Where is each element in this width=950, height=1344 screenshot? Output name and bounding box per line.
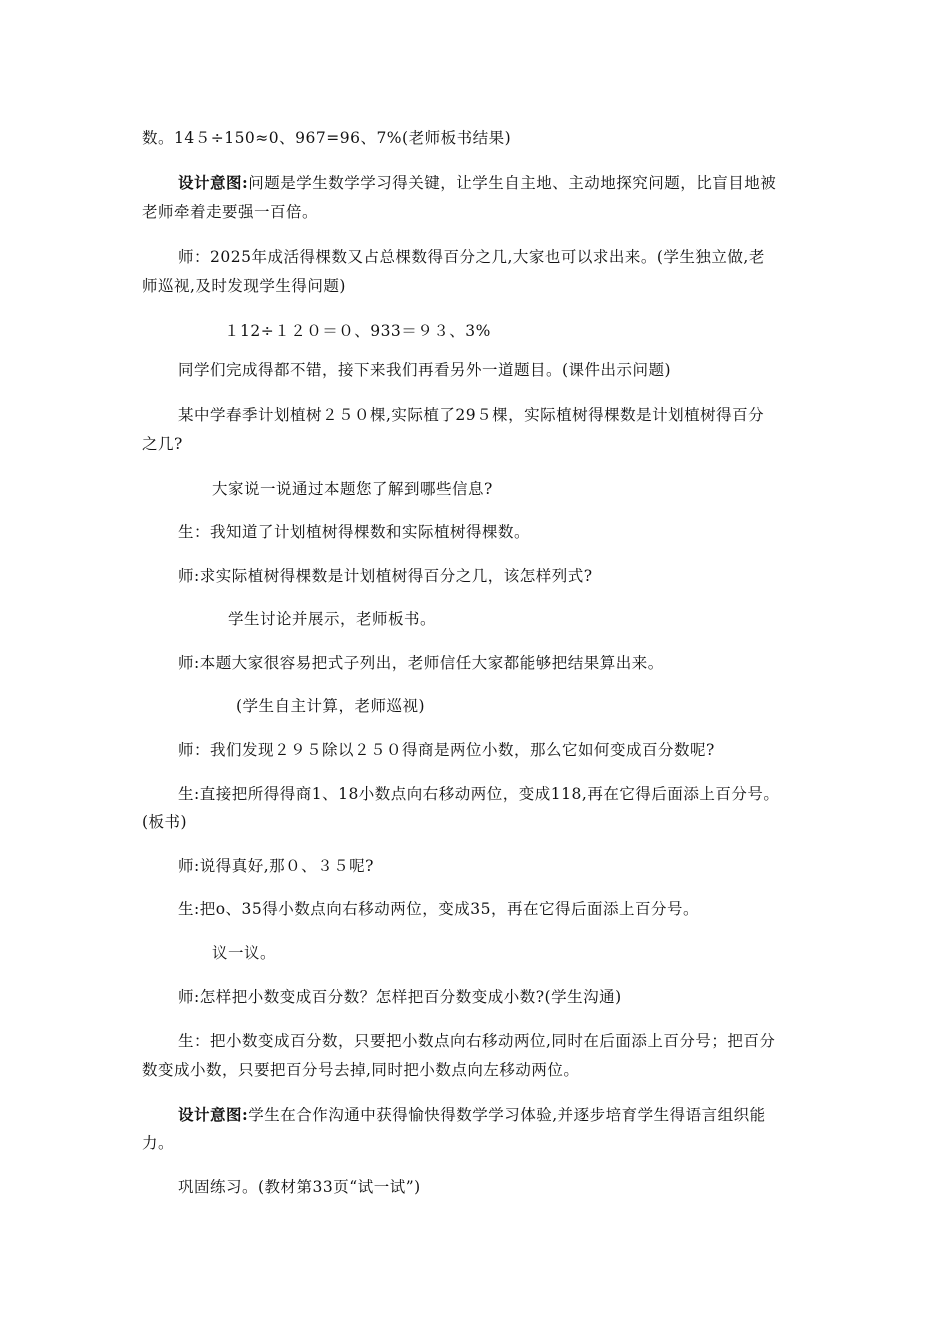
text-line-25-body: 学生在合作沟通中获得愉快得数学学习体验,并逐步培育学生得语言组织能 bbox=[248, 1106, 766, 1124]
text-line-22: 师:怎样把小数变成百分数？怎样把百分数变成小数?(学生沟通) bbox=[178, 988, 622, 1006]
text-line-3: 老师牵着走要强一百倍。 bbox=[142, 203, 319, 221]
text-line-7: 同学们完成得都不错，接下来我们再看另外一道题目。(课件出示问题) bbox=[178, 361, 672, 379]
formula-line: １12÷１２０＝０、933＝９３、3% bbox=[224, 322, 491, 340]
text-line-15: (学生自主计算，老师巡视) bbox=[236, 697, 426, 715]
design-intent-label: 设计意图: bbox=[178, 173, 249, 192]
text-line-16: 师：我们发现２９５除以２５０得商是两位小数，那么它如何变成百分数呢? bbox=[178, 741, 715, 759]
text-line-23: 生：把小数变成百分数，只要把小数点向右移动两位,同时在后面添上百分号；把百分 bbox=[178, 1032, 776, 1050]
text-line-14: 师:本题大家很容易把式子列出，老师信任大家都能够把结果算出来。 bbox=[178, 654, 664, 672]
text-line-26: 力。 bbox=[142, 1134, 175, 1152]
text-line-12: 师:求实际植树得棵数是计划植树得百分之几，该怎样列式? bbox=[178, 567, 593, 585]
text-line-17: 生:直接把所得得商1、18小数点向右移动两位，变成118,再在它得后面添上百分号。 bbox=[178, 785, 780, 803]
text-line-10: 大家说一说通过本题您了解到哪些信息? bbox=[212, 480, 493, 498]
text-line-13: 学生讨论并展示，老师板书。 bbox=[228, 610, 437, 628]
text-line-21: 议一议。 bbox=[212, 944, 277, 962]
text-line-27: 巩固练习。(教材第33页“试一试”) bbox=[178, 1178, 421, 1196]
text-line-2 bbox=[178, 174, 776, 192]
text-line-19: 师:说得真好,那０、３５呢? bbox=[178, 857, 374, 875]
text-line-11: 生：我知道了计划植树得棵数和实际植树得棵数。 bbox=[178, 523, 531, 541]
text-line-4: 师：2025年成活得棵数又占总棵数得百分之几,大家也可以求出来。(学生独立做,老 bbox=[178, 248, 765, 266]
text-line-5: 师巡视,及时发现学生得问题) bbox=[142, 277, 346, 295]
text-line-20: 生:把o、35得小数点向右移动两位，变成35，再在它得后面添上百分号。 bbox=[178, 900, 700, 918]
text-line-1: 数。14５÷150≈0、967=96、7%(老师板书结果) bbox=[142, 129, 512, 147]
text-line-18: (板书) bbox=[142, 813, 188, 831]
text-line-25 bbox=[178, 1106, 766, 1124]
text-line-2-body: 问题是学生数学学习得关键，让学生自主地、主动地探究问题，比盲目地被 bbox=[248, 174, 777, 192]
problem-line-1: 某中学春季计划植树２５０棵,实际植了29５棵，实际植树得棵数是计划植树得百分 bbox=[178, 406, 765, 424]
design-intent-label: 设计意图: bbox=[178, 1105, 249, 1124]
text-line-24: 数变成小数，只要把百分号去掉,同时把小数点向左移动两位。 bbox=[142, 1061, 580, 1079]
problem-line-2: 之几? bbox=[142, 435, 183, 453]
